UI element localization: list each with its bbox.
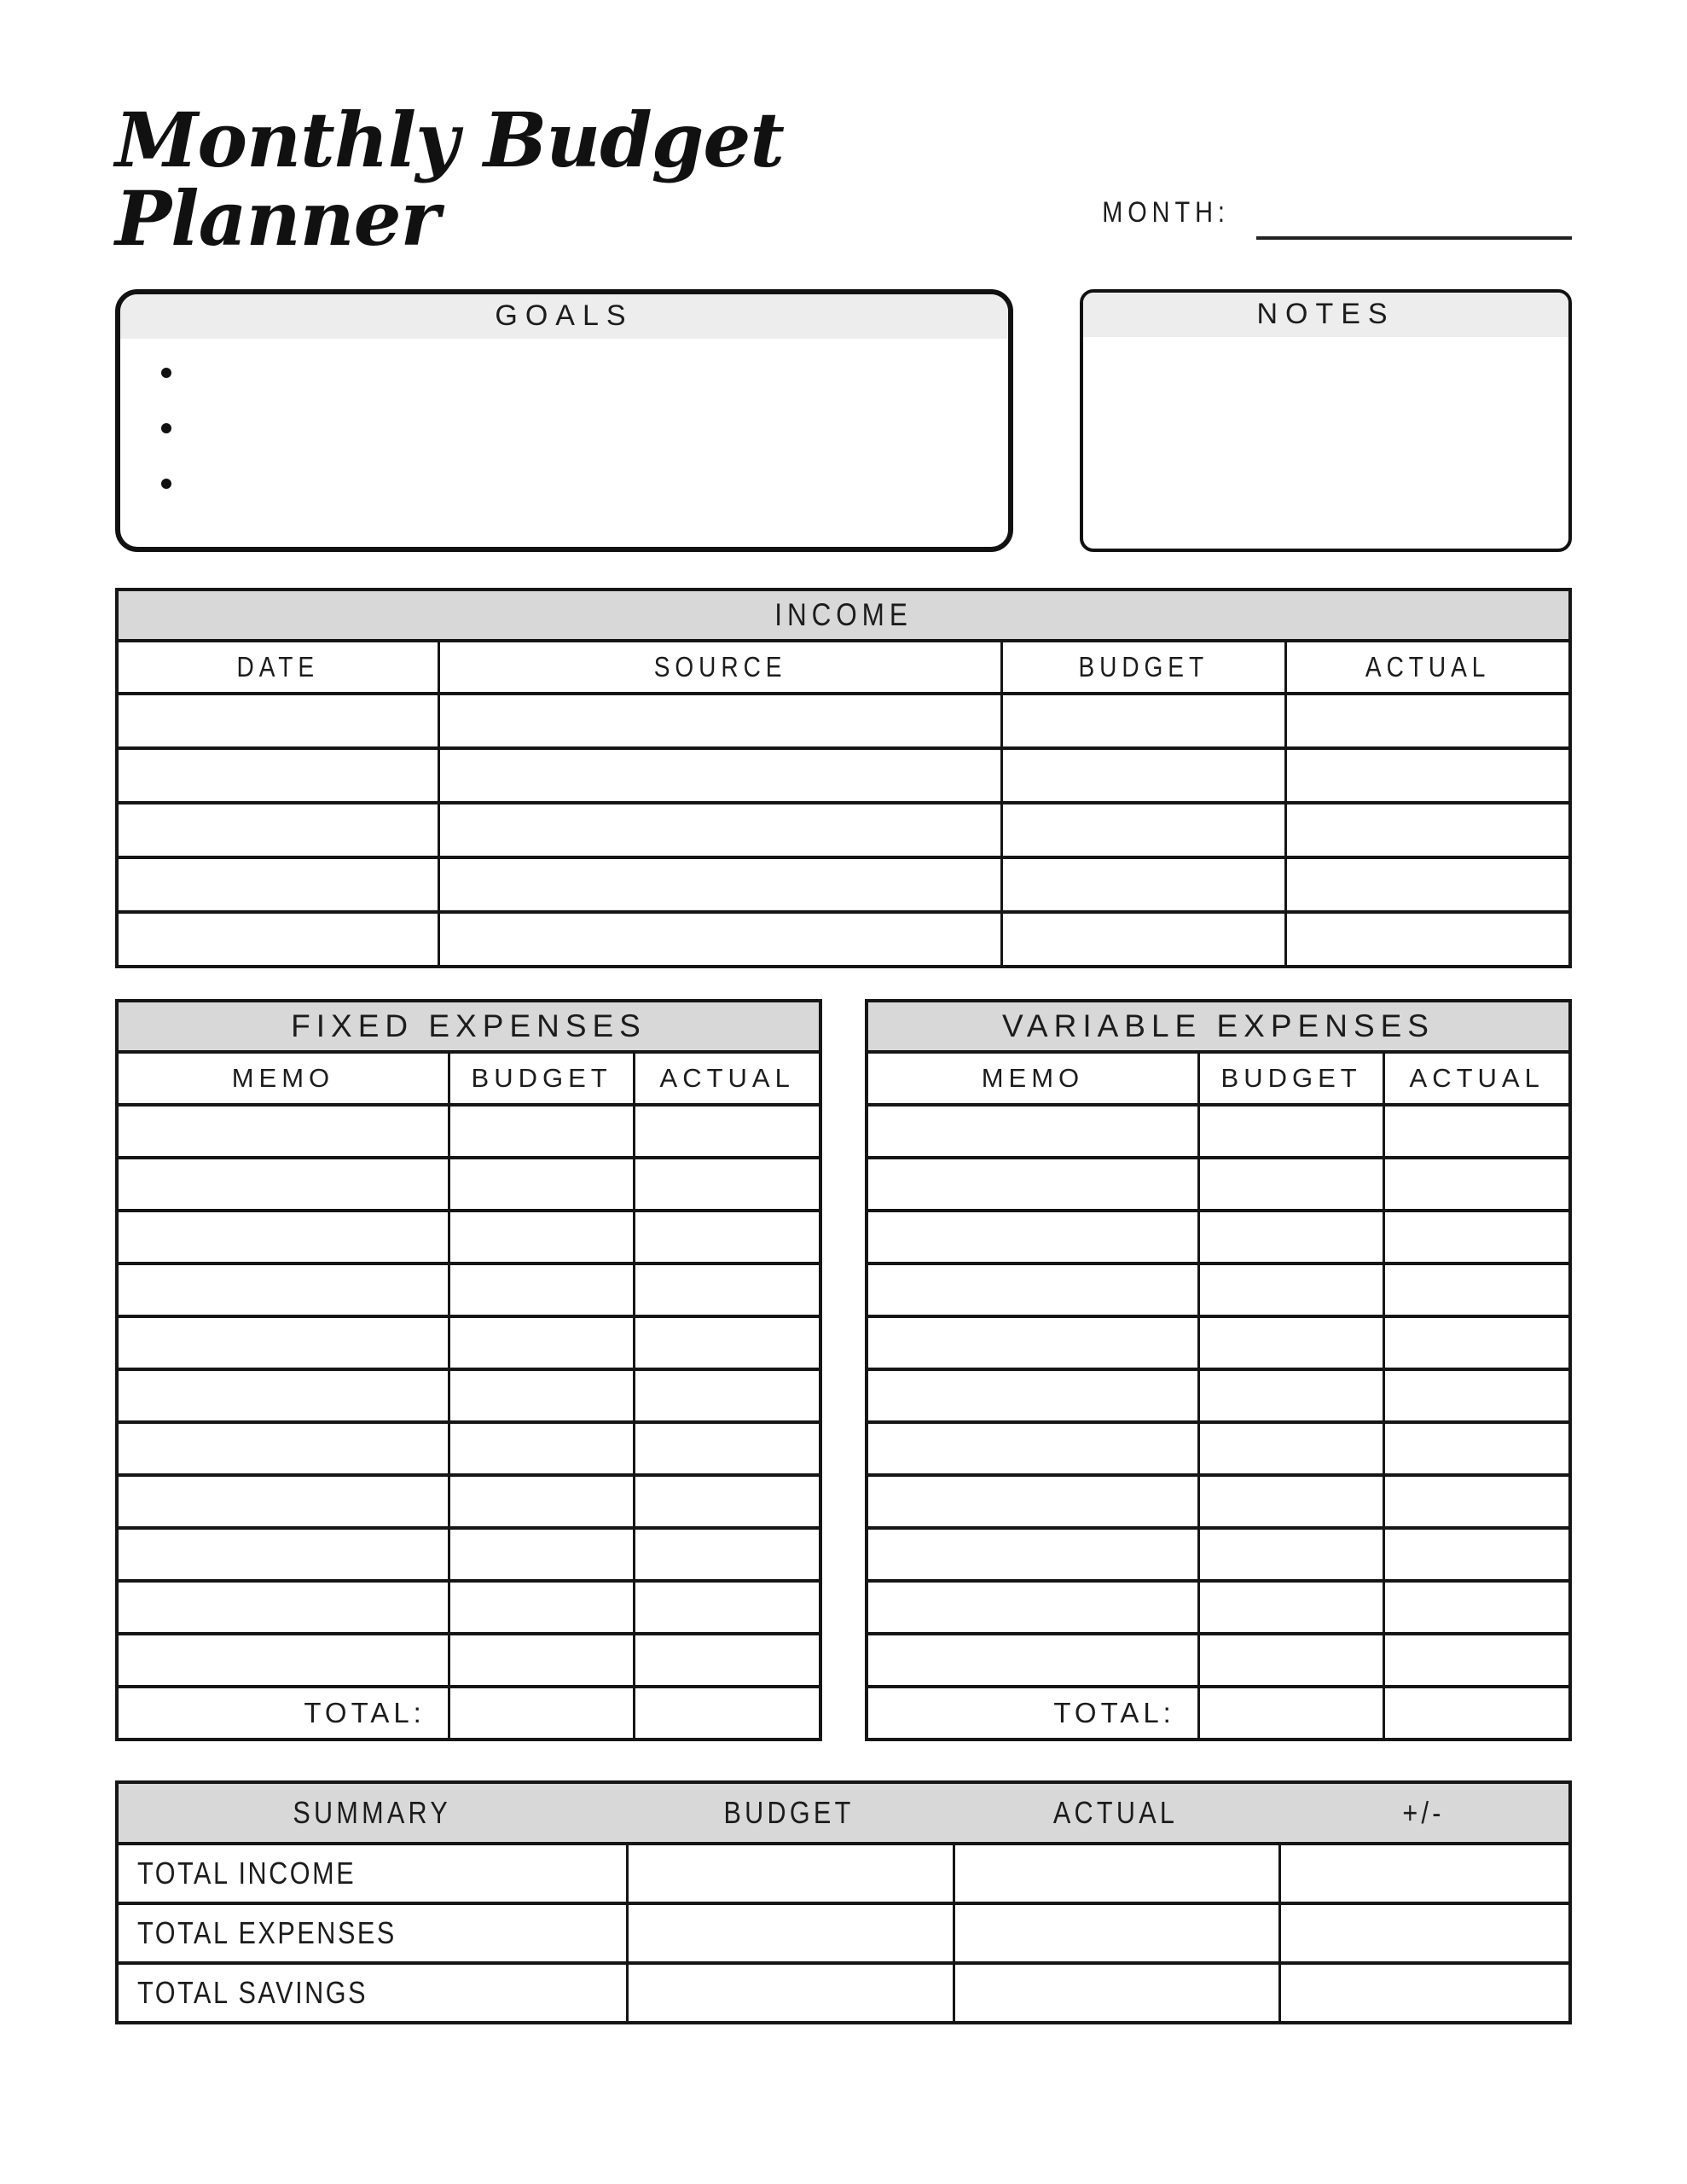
fixed-empty-row <box>119 1420 819 1473</box>
summary-col-summary <box>119 1784 626 1842</box>
fixed-cell-budget[interactable] <box>448 1635 634 1685</box>
fixed-cell-actual[interactable] <box>633 1635 819 1685</box>
fixed-total-budget-cell[interactable] <box>448 1688 634 1738</box>
fixed-empty-row <box>119 1209 819 1262</box>
variable-empty-row <box>868 1368 1568 1420</box>
variable-cell-memo[interactable] <box>868 1477 1197 1526</box>
fixed-expenses-title: FIXED EXPENSES <box>119 1002 819 1050</box>
income-cell-source[interactable] <box>438 914 1000 965</box>
summary-header-row <box>119 1784 1568 1842</box>
variable-cell-budget[interactable] <box>1197 1424 1383 1473</box>
summary-savings-plusminus-cell[interactable] <box>1278 1965 1568 2021</box>
income-empty-row <box>119 856 1568 910</box>
variable-total-row <box>868 1685 1568 1738</box>
variable-expenses-title: VARIABLE EXPENSES <box>868 1002 1568 1050</box>
summary-col-budget-text: BUDGET <box>723 1794 855 1830</box>
variable-empty-row <box>868 1315 1568 1368</box>
fixed-cell-actual[interactable] <box>633 1583 819 1632</box>
summary-label-total-expenses <box>119 1905 626 1961</box>
income-cell-budget[interactable] <box>1000 859 1284 910</box>
income-empty-row <box>119 801 1568 856</box>
fixed-cell-memo[interactable] <box>119 1424 448 1473</box>
summary-col-actual-text: ACTUAL <box>1052 1794 1178 1830</box>
fixed-cell-budget[interactable] <box>448 1265 634 1315</box>
variable-cell-actual[interactable] <box>1383 1583 1568 1632</box>
fixed-empty-row <box>119 1103 819 1156</box>
variable-cell-budget[interactable] <box>1197 1530 1383 1579</box>
fixed-cell-budget[interactable] <box>448 1424 634 1473</box>
variable-cell-actual[interactable] <box>1383 1424 1568 1473</box>
variable-cell-budget[interactable] <box>1197 1477 1383 1526</box>
fixed-cell-memo[interactable] <box>119 1107 448 1156</box>
fixed-cell-memo[interactable] <box>119 1212 448 1262</box>
variable-cell-memo[interactable] <box>868 1583 1197 1632</box>
fixed-cell-actual[interactable] <box>633 1159 819 1209</box>
month-input-line[interactable] <box>1256 200 1572 240</box>
income-cell-source[interactable] <box>438 804 1000 856</box>
variable-total-actual-cell[interactable] <box>1383 1688 1568 1738</box>
summary-col-budget <box>626 1784 953 1842</box>
summary-expenses-plusminus-cell[interactable] <box>1278 1905 1568 1961</box>
variable-cell-memo[interactable] <box>868 1635 1197 1685</box>
fixed-cell-budget[interactable] <box>448 1583 634 1632</box>
summary-row-total-expenses <box>119 1902 1568 1961</box>
summary-expenses-budget-cell[interactable] <box>626 1905 953 1961</box>
fixed-empty-row <box>119 1262 819 1315</box>
income-col-source <box>438 642 1000 692</box>
panels-row <box>115 289 1572 552</box>
summary-label-total-expenses-text: TOTAL EXPENSES <box>137 1914 397 1950</box>
summary-label-total-savings-text: TOTAL SAVINGS <box>137 1974 368 2010</box>
fixed-cell-budget[interactable] <box>448 1107 634 1156</box>
variable-cell-budget[interactable] <box>1197 1159 1383 1209</box>
fixed-cell-memo[interactable] <box>119 1530 448 1579</box>
fixed-cell-memo[interactable] <box>119 1318 448 1368</box>
summary-label-total-income <box>119 1845 626 1902</box>
income-cell-actual[interactable] <box>1284 914 1568 965</box>
variable-empty-row <box>868 1420 1568 1473</box>
income-cell-budget[interactable] <box>1000 804 1284 856</box>
summary-col-plusminus <box>1278 1784 1568 1842</box>
income-cell-actual[interactable] <box>1284 750 1568 801</box>
variable-cell-budget[interactable] <box>1197 1318 1383 1368</box>
notes-header: NOTES <box>1083 293 1568 337</box>
variable-cell-budget[interactable] <box>1197 1635 1383 1685</box>
variable-cell-actual[interactable] <box>1383 1107 1568 1156</box>
fixed-cell-actual[interactable] <box>633 1265 819 1315</box>
income-empty-row <box>119 910 1568 965</box>
fixed-expenses-header-row <box>119 1050 819 1103</box>
month-label-text: MONTH: <box>1102 195 1230 229</box>
income-col-date <box>119 642 438 692</box>
fixed-empty-row <box>119 1368 819 1420</box>
variable-expenses-table <box>865 999 1572 1741</box>
fixed-total-actual-cell[interactable] <box>633 1688 819 1738</box>
expenses-row <box>115 999 1572 1741</box>
variable-col-budget: BUDGET <box>1197 1054 1383 1103</box>
summary-savings-actual-cell[interactable] <box>953 1965 1279 2021</box>
fixed-cell-actual[interactable] <box>633 1212 819 1262</box>
summary-row-total-savings <box>119 1961 1568 2021</box>
summary-income-plusminus-cell[interactable] <box>1278 1845 1568 1902</box>
income-empty-row <box>119 746 1568 801</box>
month-label <box>1091 196 1241 240</box>
fixed-cell-actual[interactable] <box>633 1107 819 1156</box>
variable-empty-row <box>868 1526 1568 1579</box>
notes-body[interactable] <box>1083 337 1568 550</box>
variable-col-memo: MEMO <box>981 1062 1085 1093</box>
income-cell-source[interactable] <box>438 750 1000 801</box>
fixed-cell-budget[interactable] <box>448 1371 634 1420</box>
fixed-cell-budget[interactable] <box>448 1159 634 1209</box>
fixed-cell-memo[interactable] <box>119 1159 448 1209</box>
fixed-col-budget: BUDGET <box>448 1054 634 1103</box>
fixed-cell-actual[interactable] <box>633 1371 819 1420</box>
fixed-cell-actual[interactable] <box>633 1424 819 1473</box>
fixed-total-row <box>119 1685 819 1738</box>
summary-col-summary-text: SUMMARY <box>293 1794 452 1830</box>
variable-cell-memo[interactable] <box>868 1371 1197 1420</box>
variable-col-actual: ACTUAL <box>1383 1054 1568 1103</box>
fixed-total-label: TOTAL: <box>304 1696 426 1728</box>
variable-cell-memo[interactable] <box>868 1318 1197 1368</box>
fixed-cell-memo[interactable] <box>119 1635 448 1685</box>
income-col-actual-text: ACTUAL <box>1365 650 1491 682</box>
bullet-dot-icon <box>161 423 171 433</box>
variable-empty-row <box>868 1156 1568 1209</box>
fixed-cell-budget[interactable] <box>448 1530 634 1579</box>
income-cell-date[interactable] <box>119 914 438 965</box>
variable-cell-actual[interactable] <box>1383 1477 1568 1526</box>
fixed-empty-row <box>119 1156 819 1209</box>
income-cell-budget[interactable] <box>1000 750 1284 801</box>
variable-cell-actual[interactable] <box>1383 1265 1568 1315</box>
summary-table <box>115 1780 1572 2024</box>
variable-cell-budget[interactable] <box>1197 1212 1383 1262</box>
income-table-title <box>119 591 1568 639</box>
summary-income-budget-cell[interactable] <box>626 1845 953 1902</box>
summary-expenses-actual-cell[interactable] <box>953 1905 1279 1961</box>
summary-col-actual <box>953 1784 1279 1842</box>
variable-empty-row <box>868 1103 1568 1156</box>
income-title-text: INCOME <box>774 596 913 632</box>
fixed-cell-memo[interactable] <box>119 1477 448 1526</box>
bullet-dot-icon <box>161 479 171 489</box>
income-empty-row <box>119 692 1568 746</box>
fixed-cell-budget[interactable] <box>448 1212 634 1262</box>
bullet-dot-icon <box>161 368 171 378</box>
fixed-empty-row <box>119 1473 819 1526</box>
income-cell-date[interactable] <box>119 695 438 746</box>
month-field <box>1091 196 1572 258</box>
variable-cell-actual[interactable] <box>1383 1212 1568 1262</box>
summary-label-total-savings <box>119 1965 626 2021</box>
income-cell-date[interactable] <box>119 750 438 801</box>
fixed-empty-row <box>119 1632 819 1685</box>
variable-cell-budget[interactable] <box>1197 1107 1383 1156</box>
variable-empty-row <box>868 1209 1568 1262</box>
variable-cell-budget[interactable] <box>1197 1265 1383 1315</box>
variable-cell-actual[interactable] <box>1383 1159 1568 1209</box>
fixed-cell-budget[interactable] <box>448 1477 634 1526</box>
fixed-cell-memo[interactable] <box>119 1371 448 1420</box>
fixed-cell-memo[interactable] <box>119 1265 448 1315</box>
variable-total-budget-cell[interactable] <box>1197 1688 1383 1738</box>
summary-savings-budget-cell[interactable] <box>626 1965 953 2021</box>
income-col-source-text: SOURCE <box>653 650 787 682</box>
income-col-actual <box>1284 642 1568 692</box>
variable-empty-row <box>868 1473 1568 1526</box>
fixed-expenses-table <box>115 999 822 1741</box>
goals-body[interactable] <box>120 368 1008 552</box>
income-cell-actual[interactable] <box>1284 804 1568 856</box>
fixed-empty-row <box>119 1526 819 1579</box>
goals-panel <box>115 289 1013 552</box>
variable-cell-actual[interactable] <box>1383 1318 1568 1368</box>
fixed-cell-memo[interactable] <box>119 1583 448 1632</box>
income-col-date-text: DATE <box>236 650 320 682</box>
income-cell-budget[interactable] <box>1000 914 1284 965</box>
fixed-col-memo: MEMO <box>231 1062 335 1093</box>
variable-cell-memo[interactable] <box>868 1107 1197 1156</box>
variable-empty-row <box>868 1579 1568 1632</box>
variable-cell-actual[interactable] <box>1383 1530 1568 1579</box>
variable-empty-row <box>868 1262 1568 1315</box>
variable-empty-row <box>868 1632 1568 1685</box>
income-header-row <box>119 639 1568 692</box>
variable-cell-memo[interactable] <box>868 1159 1197 1209</box>
fixed-cell-actual[interactable] <box>633 1318 819 1368</box>
income-cell-source[interactable] <box>438 695 1000 746</box>
variable-total-label: TOTAL: <box>1053 1696 1175 1728</box>
income-table <box>115 588 1572 968</box>
income-cell-date[interactable] <box>119 804 438 856</box>
summary-col-plusminus-text: +/- <box>1402 1794 1445 1830</box>
summary-income-actual-cell[interactable] <box>953 1845 1279 1902</box>
summary-row-total-income <box>119 1842 1568 1902</box>
fixed-cell-budget[interactable] <box>448 1318 634 1368</box>
variable-cell-memo[interactable] <box>868 1424 1197 1473</box>
fixed-cell-actual[interactable] <box>633 1530 819 1579</box>
income-col-budget <box>1000 642 1284 692</box>
variable-cell-actual[interactable] <box>1383 1371 1568 1420</box>
notes-panel <box>1080 289 1572 552</box>
variable-cell-actual[interactable] <box>1383 1635 1568 1685</box>
fixed-empty-row <box>119 1579 819 1632</box>
income-col-budget-text: BUDGET <box>1078 650 1209 682</box>
income-cell-budget[interactable] <box>1000 695 1284 746</box>
variable-cell-memo[interactable] <box>868 1530 1197 1579</box>
variable-cell-memo[interactable] <box>868 1212 1197 1262</box>
page-title: Monthly Budget Planner <box>115 96 784 264</box>
variable-cell-budget[interactable] <box>1197 1583 1383 1632</box>
fixed-cell-actual[interactable] <box>633 1477 819 1526</box>
income-cell-source[interactable] <box>438 859 1000 910</box>
top-bar <box>115 0 1572 264</box>
income-cell-actual[interactable] <box>1284 859 1568 910</box>
fixed-col-actual: ACTUAL <box>633 1054 819 1103</box>
summary-label-total-income-text: TOTAL INCOME <box>137 1855 357 1891</box>
goals-header: GOALS <box>120 294 1008 339</box>
variable-expenses-header-row <box>868 1050 1568 1103</box>
income-cell-actual[interactable] <box>1284 695 1568 746</box>
fixed-empty-row <box>119 1315 819 1368</box>
income-cell-date[interactable] <box>119 859 438 910</box>
variable-cell-budget[interactable] <box>1197 1371 1383 1420</box>
variable-cell-memo[interactable] <box>868 1265 1197 1315</box>
